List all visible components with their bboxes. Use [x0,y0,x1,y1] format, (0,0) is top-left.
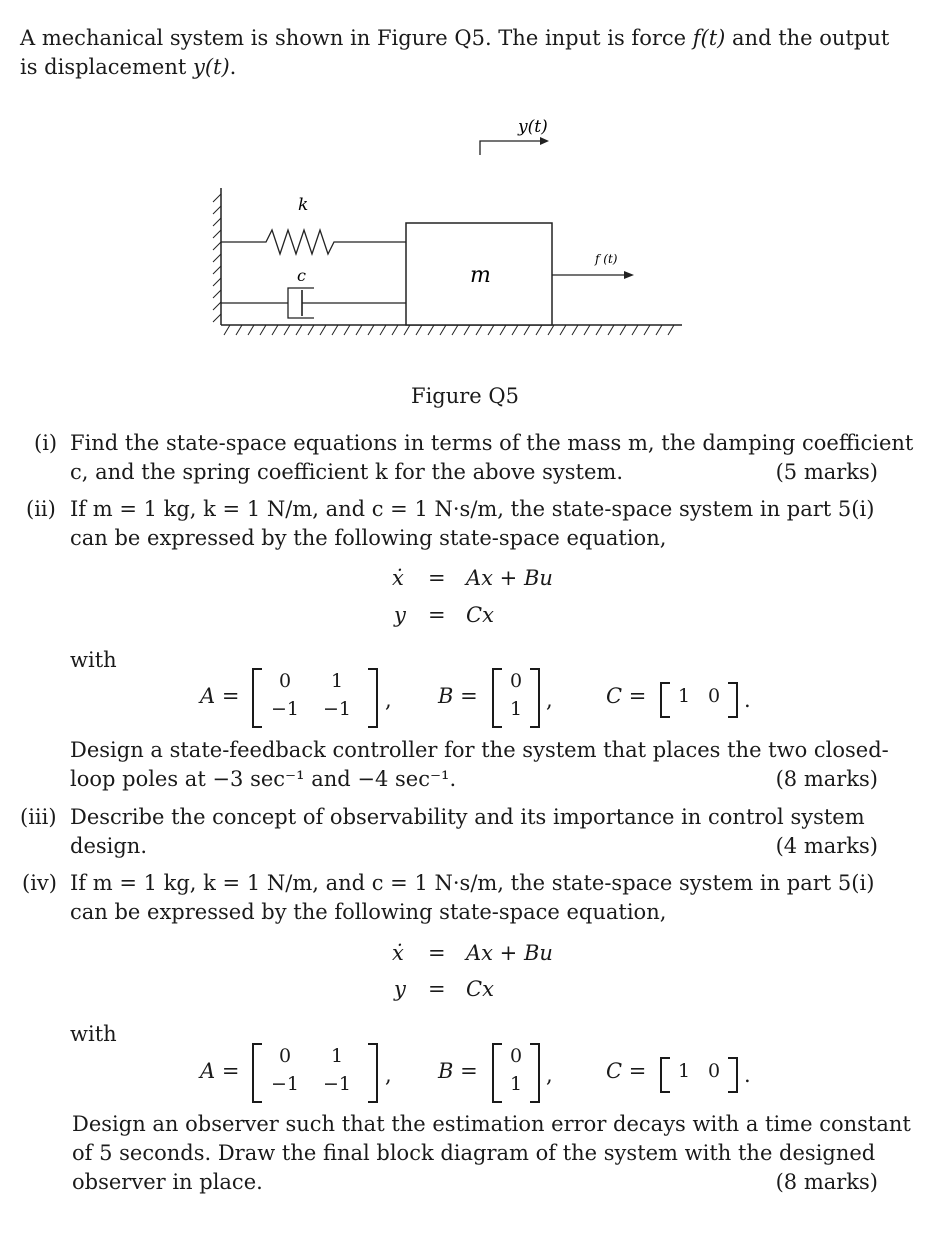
q4-A-21: −1 [270,1073,299,1095]
q4-matrix-C [660,1057,738,1089]
q2-A-11: 0 [278,670,292,692]
q4-B-2: 1 [509,1073,523,1095]
q2-comma-1: , [385,688,392,712]
q2-number: (ii) [26,497,56,521]
figure-caption: Figure Q5 [411,384,519,408]
f-label: f (t) [595,252,618,266]
q4-eq-rhs1: Ax + Bu [466,941,553,965]
q2-line-1: If m = 1 kg, k = 1 N/m, and c = 1 N·s/m, the state-space system in part 5(i) [70,497,875,521]
q4-A-label: A = [200,1059,240,1083]
q2-eq-xdot: ẋ [392,566,404,590]
q2-matrices [200,666,760,728]
q4-line-1: If m = 1 kg, k = 1 N/m, and c = 1 N·s/m, the state-space system in part 5(i) [70,871,875,895]
mechanical-system-figure [200,110,700,350]
q4-eq-xdot: ẋ [392,941,404,965]
q2-B-1: 0 [509,670,523,692]
force-arrow-head [624,271,634,279]
q3-line-1: Describe the concept of observability and its importance in control system [70,805,865,829]
q2-C-1: 1 [677,685,691,707]
c-label: c [297,266,306,285]
q4-number: (iv) [22,871,57,895]
q4-design-2: of 5 seconds. Draw the final block diagram of the system with the designed [72,1141,876,1165]
q2-eq-rhs1: Ax + Bu [466,566,553,590]
spring [221,230,406,254]
q2-matrix-C [660,682,738,714]
q2-A-label: A = [200,684,240,708]
q4-C-label: C = [606,1059,647,1083]
m-label: m [470,263,491,288]
intro-line-1: A mechanical system is shown in Figure Q5. The input is force f(t) and the output [20,26,890,50]
ground-hatch [224,325,674,335]
k-label: k [298,195,309,215]
q1-line-2: c, and the spring coefficient k for the above system. [70,460,624,484]
q2-marks: (8 marks) [775,767,878,791]
q4-matrices [200,1041,760,1103]
q4-eq-eq2: = [428,977,446,1001]
q2-eq-rhs2: Cx [466,603,494,627]
q1-marks: (5 marks) [775,460,878,484]
q4-comma-1: , [385,1063,392,1087]
q2-comma-2: , [546,688,553,712]
q2-design-2: loop poles at −3 sec⁻¹ and −4 sec⁻¹. [70,767,457,791]
q4-matrix-B [492,1043,540,1099]
y-arrow-line [480,141,540,155]
q2-A-12: 1 [330,670,344,692]
q4-A-22: −1 [322,1073,351,1095]
q4-design-3: observer in place. [72,1170,263,1194]
q4-design-1: Design an observer such that the estimation error decays with a time constant [72,1112,911,1136]
q4-C-2: 0 [707,1060,721,1082]
q2-matrix-A [252,668,378,724]
q4-eq-rhs2: Cx [466,977,494,1001]
q4-A-11: 0 [278,1045,292,1067]
q4-eq-y: y [394,977,406,1001]
q2-B-label: B = [438,684,478,708]
q4-marks: (8 marks) [775,1170,878,1194]
q2-B-2: 1 [509,698,523,720]
intro-line-2: is displacement y(t). [20,55,237,79]
q2-A-21: −1 [270,698,299,720]
q2-period: . [744,688,751,712]
q4-comma-2: , [546,1063,553,1087]
q4-B-1: 0 [509,1045,523,1067]
y-label: y(t) [518,117,548,137]
q1-line-1: Find the state-space equations in terms of the mass m, the damping coefficient [70,431,914,455]
q4-A-12: 1 [330,1045,344,1067]
wall-hatch [213,194,221,322]
q4-period: . [744,1063,751,1087]
q2-A-22: −1 [322,698,351,720]
q4-eq-eq1: = [428,941,446,965]
q2-C-2: 0 [707,685,721,707]
q2-design-1: Design a state-feedback controller for the system that places the two closed- [70,738,889,762]
q4-matrix-A [252,1043,378,1099]
q2-eq-y: y [394,603,406,627]
q2-eq-eq1: = [428,566,446,590]
q2-line-2: can be expressed by the following state-space equation, [70,526,667,550]
q1-number: (i) [34,431,58,455]
q2-matrix-B [492,668,540,724]
q4-with: with [70,1022,117,1046]
q2-eq-eq2: = [428,603,446,627]
q4-C-1: 1 [677,1060,691,1082]
q3-marks: (4 marks) [775,834,878,858]
q3-number: (iii) [20,805,57,829]
q3-line-2: design. [70,834,148,858]
q4-B-label: B = [438,1059,478,1083]
y-arrow-head [540,137,549,145]
q2-C-label: C = [606,684,647,708]
q4-line-2: can be expressed by the following state-space equation, [70,900,667,924]
q2-with: with [70,648,117,672]
